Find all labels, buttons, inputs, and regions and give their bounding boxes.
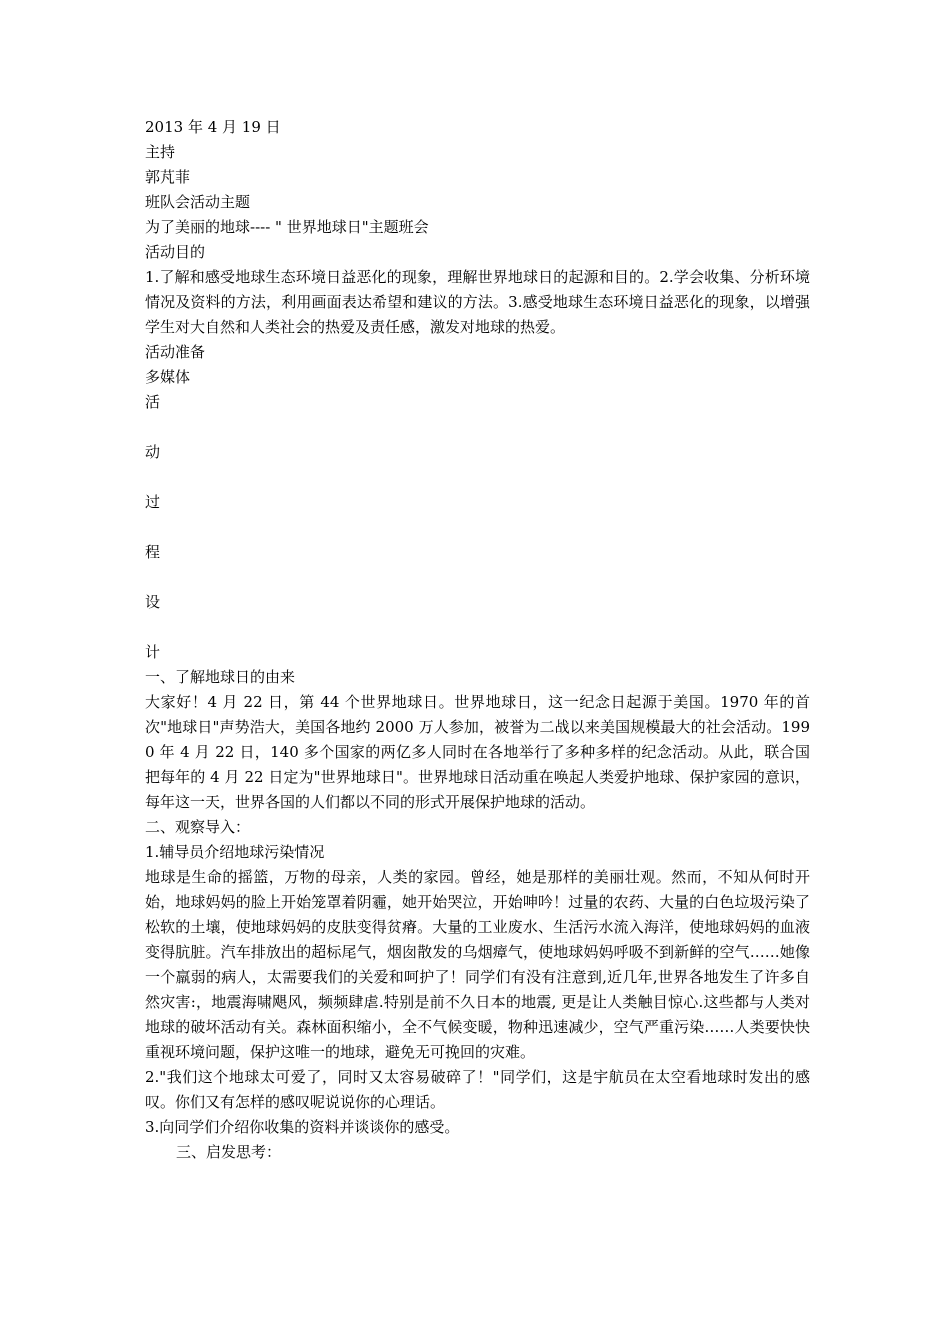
document-page bbox=[145, 115, 810, 1165]
section-2-item-3-text: 3.向同学们介绍你收集的资料并谈谈你的感受。 bbox=[145, 1118, 460, 1136]
date-line: 2013 年 4 月 19 日 bbox=[145, 118, 281, 136]
goal-label: 活动目的 bbox=[145, 243, 206, 261]
process-label-char: 活 bbox=[145, 393, 161, 411]
process-label-char: 设 bbox=[145, 593, 161, 611]
section-2-item-2-text: 2."我们这个地球太可爱了，同时又太容易破碎了！"同学们，这是宇航员在太空看地球时发出的感叹。你们又有怎样的感叹呢说说你的心理话。 bbox=[145, 1068, 810, 1111]
process-label-char: 动 bbox=[145, 443, 161, 461]
goal-text: 1.了解和感受地球生态环境日益恶化的现象，理解世界地球日的起源和目的。2.学会收集、分析环境情况及资料的方法，利用画面表达希望和建议的方法。3.感受地球生态环境日益恶化的现象，以增强学生对大自然和人类社会的热爱及责任感，激发对地球的热爱。 bbox=[145, 268, 810, 336]
section-2-title: 二、观察导入： bbox=[145, 818, 251, 836]
section-1-title: 一、了解地球日的由来 bbox=[145, 668, 296, 686]
process-label-char: 过 bbox=[145, 493, 161, 511]
theme-value: 为了美丽的地球---- " 世界地球日"主题班会 bbox=[145, 218, 429, 236]
section-2-item-1-text: 地球是生命的摇篮，万物的母亲，人类的家园。曾经，她是那样的美丽壮观。然而，不知从何时开始，地球妈妈的脸上开始笼罩着阴霾，她开始哭泣，开始呻吟！过量的农药、大量的白色垃圾污染了松软的土壤，使地球妈妈的皮肤变得贫瘠。大量的工业废水、生活污水流入海洋，使地球妈妈的血液变得肮脏。汽车排放出的超标尾气，烟囱散发的乌烟瘴气，使地球妈妈呼吸不到新鲜的空气……她像一个羸弱的病人，太需要我们的关爱和呵护了！同学们有没有注意到,近几年,世界各地发生了许多自然灾害:，地震海啸飓风，频频肆虐.特别是前不久日本的地震, 更是让人类触目惊心.这些都与人类对地球的破坏活动有关。森林面积缩小，全不气候变暖，物种迅速减少，空气严重污染……人类要快快重视环境问题，保护这唯一的地球，避免无可挽回的灾难。 bbox=[145, 868, 810, 1061]
theme-label: 班队会活动主题 bbox=[145, 193, 251, 211]
process-label-char: 程 bbox=[145, 543, 161, 561]
prep-value: 多媒体 bbox=[145, 368, 191, 386]
section-1-text: 大家好！4 月 22 日，第 44 个世界地球日。世界地球日，这一纪念日起源于美国。1970 年的首次"地球日"声势浩大，美国各地约 2000 万人参加，被誉为二战以来美国规模最大的社会活动。1990 年 4 月 22 日，140 多个国家的两亿多人同时在各地举行了多种多样的纪念活动。从此，联合国把每年的 4 月 22 日定为"世界地球日"。世界地球日活动重在唤起人类爱护地球、保护家园的意识，每年这一天，世界各国的人们都以不同的形式开展保护地球的活动。 bbox=[145, 693, 810, 811]
section-3-title: 三、启发思考： bbox=[176, 1143, 282, 1161]
host-label: 主持 bbox=[145, 143, 176, 161]
prep-label: 活动准备 bbox=[145, 343, 206, 361]
process-label-char: 计 bbox=[145, 643, 161, 661]
host-name: 郭芃菲 bbox=[145, 168, 191, 186]
section-2-item-1-title: 1.辅导员介绍地球污染情况 bbox=[145, 843, 325, 861]
process-design-vertical-label bbox=[145, 390, 810, 665]
